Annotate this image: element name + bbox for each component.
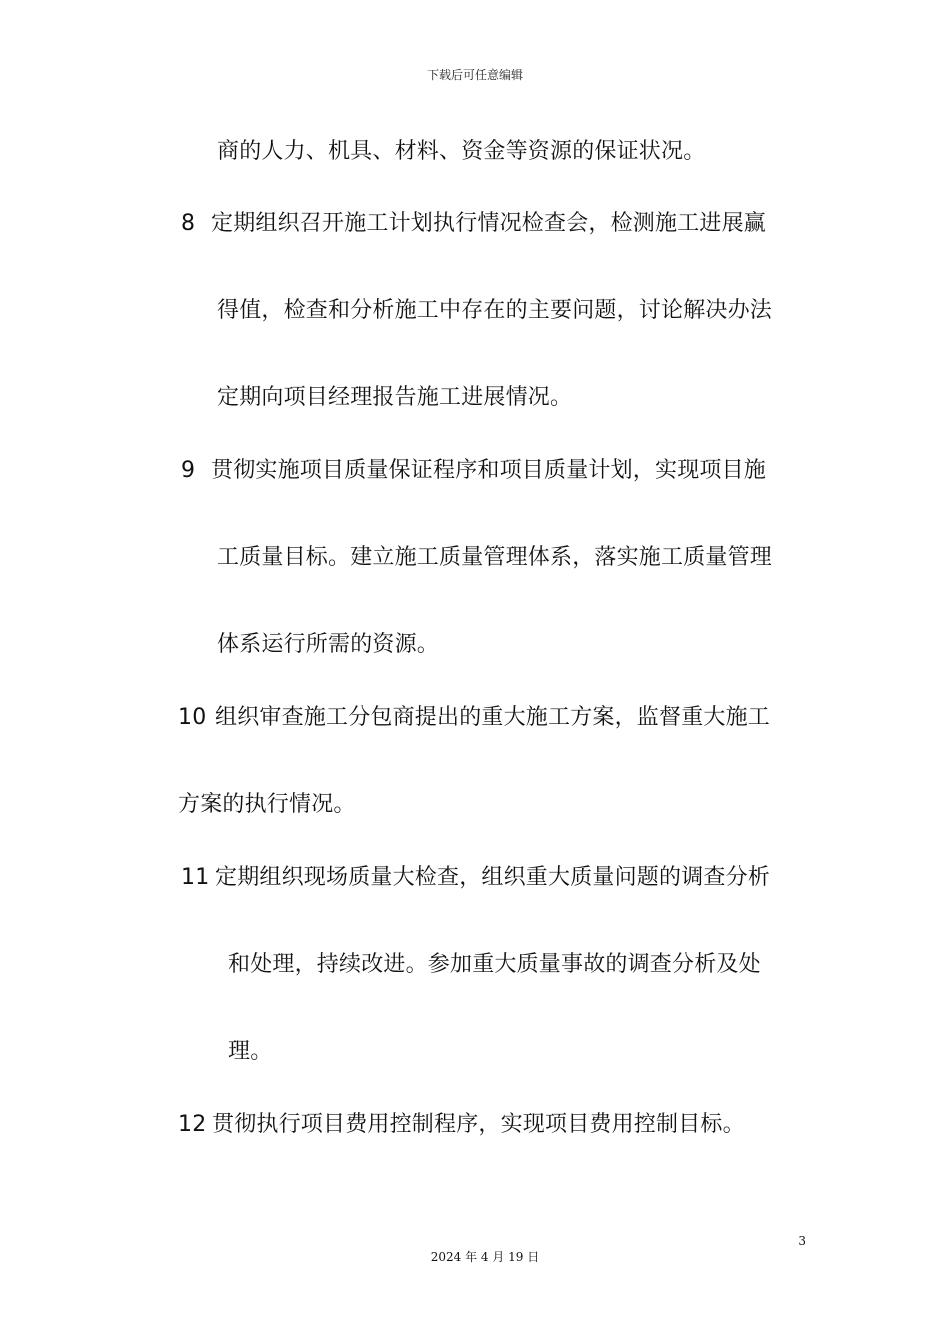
item-number: 10 (178, 705, 207, 730)
page-number: 3 (798, 1234, 806, 1248)
text-line: 理。 (228, 1039, 273, 1064)
list-item-12 (178, 1111, 745, 1139)
item-number: 8 (181, 211, 196, 236)
text-line: 定期向项目经理报告施工进展情况。 (217, 385, 573, 410)
item-number: 9 (181, 458, 196, 483)
item-text: 定期组织召开施工计划执行情况检查会，检测施工进展赢 (211, 211, 767, 236)
text-line: 和处理，持续改进。参加重大质量事故的调查分析及处 (228, 952, 761, 977)
list-item-8 (181, 210, 766, 238)
item-text: 定期组织现场质量大检查，组织重大质量问题的调查分析 (215, 865, 771, 890)
list-item-9 (181, 457, 766, 485)
text-line: 商的人力、机具、材料、资金等资源的保证状况。 (217, 139, 706, 164)
text-line: 工质量目标。建立施工质量管理体系，落实施工质量管理 (217, 545, 773, 570)
header-note: 下载后可任意编辑 (426, 68, 523, 82)
footer-date: 2024 年 4 月 19 日 (430, 1250, 540, 1264)
list-item-11 (181, 864, 770, 892)
text-line: 方案的执行情况。 (178, 792, 356, 817)
item-text: 组织审查施工分包商提出的重大施工方案，监督重大施工 (215, 705, 771, 730)
list-item-10 (178, 704, 770, 732)
text-line: 体系运行所需的资源。 (217, 632, 440, 657)
item-text: 贯彻实施项目质量保证程序和项目质量计划，实现项目施 (211, 458, 767, 483)
text-line: 得值，检查和分析施工中存在的主要问题，讨论解决办法 (217, 298, 773, 323)
item-text: 贯彻执行项目费用控制程序，实现项目费用控制目标。 (212, 1112, 745, 1137)
item-number: 11 (181, 865, 210, 890)
item-number: 12 (178, 1112, 207, 1137)
